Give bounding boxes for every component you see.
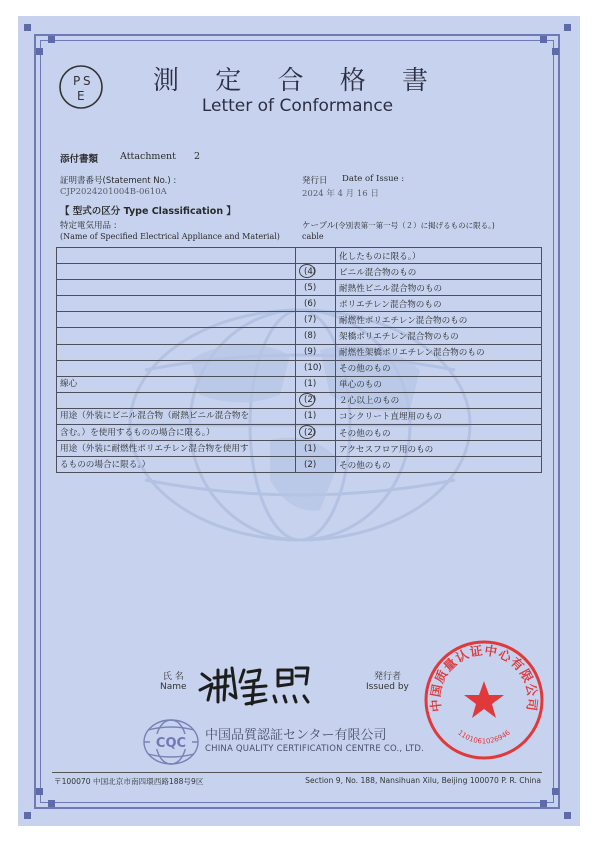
- row-number: [296, 280, 336, 296]
- table-row: [57, 392, 542, 408]
- row-description: 化したものに限る。）: [336, 248, 542, 264]
- row-number: [296, 296, 336, 312]
- row-category: [57, 312, 296, 328]
- row-number-text: (5): [304, 282, 317, 293]
- row-description: 耐燃性ポリエチレン混合物のもの: [336, 312, 542, 328]
- row-number: [296, 264, 336, 280]
- row-number: [296, 408, 336, 424]
- corner-mark: [552, 48, 559, 55]
- row-number: [296, 248, 336, 264]
- row-description: ビニル混合物のもの: [336, 264, 542, 280]
- svg-text:S: S: [83, 74, 91, 88]
- row-number: [296, 392, 336, 408]
- table-row: [57, 248, 542, 264]
- corner-mark: [24, 24, 31, 31]
- selected-circle-mark: [299, 264, 315, 278]
- table-row: [57, 280, 542, 296]
- table-row: [57, 296, 542, 312]
- row-category: [57, 296, 296, 312]
- name-label-en: Name: [160, 682, 187, 692]
- row-number-text: (2): [304, 459, 317, 470]
- row-number-text: (9): [304, 347, 317, 358]
- row-description: アクセスフロア用のもの: [336, 441, 542, 457]
- row-number: [296, 312, 336, 328]
- appliance-value-en: cable: [302, 232, 324, 241]
- document-title-jp: 測 定 合 格 書: [152, 66, 443, 96]
- row-description: 単心のもの: [336, 376, 542, 392]
- corner-mark: [540, 800, 547, 807]
- row-number-text: (10): [304, 363, 322, 374]
- attachment-number: 2: [194, 151, 201, 162]
- appliance-label: 特定電気用品 :: [60, 221, 117, 231]
- row-number-text: (2): [304, 395, 317, 406]
- official-seal: [421, 637, 547, 763]
- footer-divider: [52, 772, 542, 773]
- row-category: [57, 280, 296, 296]
- row-category: 線心: [57, 376, 296, 392]
- table-row: [57, 328, 542, 344]
- row-number-text: (2): [304, 427, 317, 438]
- document-title-en: Letter of Conformance: [201, 96, 394, 116]
- issue-date-label-en: Date of Issue :: [342, 174, 405, 184]
- statement-label: 証明書番号(Statement No.) :: [60, 176, 177, 186]
- row-description: ポリエチレン混合物のもの: [336, 296, 542, 312]
- row-category: [57, 392, 296, 408]
- row-category: [57, 344, 296, 360]
- row-number-text: (6): [304, 298, 317, 309]
- row-category: るものの場合に限る。）: [57, 457, 296, 473]
- row-category: 用途（外装にビニル混合物（耐熱ビニル混合物を: [57, 408, 296, 424]
- appliance-value: [302, 219, 495, 231]
- row-number-text: (4): [304, 266, 317, 277]
- corner-mark: [564, 812, 571, 819]
- table-row: [57, 457, 542, 473]
- row-number-text: (1): [304, 379, 317, 390]
- row-description: その他のもの: [336, 360, 542, 376]
- row-description: コンクリート直埋用のもの: [336, 408, 542, 424]
- table-row: [57, 408, 542, 424]
- table-row: [57, 312, 542, 328]
- table-row: [57, 264, 542, 280]
- row-description: 耐燃性架橋ポリエチレン混合物のもの: [336, 344, 542, 360]
- svg-text:中国质量认证中心有限公司: 中国质量认证中心有限公司: [427, 642, 541, 713]
- row-number: [296, 360, 336, 376]
- row-number: [296, 457, 336, 473]
- row-number-text: (7): [304, 314, 317, 325]
- cqc-logo-icon: [142, 717, 200, 767]
- row-number: [296, 425, 336, 441]
- row-description: その他のもの: [336, 425, 542, 441]
- handwritten-signature: [196, 660, 316, 708]
- name-label-jp: 氏 名: [162, 672, 184, 682]
- svg-text:P: P: [73, 74, 81, 88]
- appliance-label-en: (Name of Specified Electrical Appliance and Material): [60, 232, 280, 241]
- row-category: [57, 328, 296, 344]
- row-category: 含む。）を使用するものの場合に限る。）: [57, 425, 296, 441]
- row-number: [296, 376, 336, 392]
- row-description: ２心以上のもの: [336, 392, 542, 408]
- statement-number: CJP2024201004B-0610A: [60, 187, 167, 197]
- row-number: [296, 328, 336, 344]
- attachment-label: 添付書類: [60, 154, 99, 165]
- table-row: [57, 344, 542, 360]
- row-category: [57, 248, 296, 264]
- selected-circle-mark: [299, 425, 315, 439]
- type-classification-heading: 【 型式の区分 Type Classification 】: [60, 206, 236, 217]
- row-description: 架橋ポリエチレン混合物のもの: [336, 328, 542, 344]
- organization-name-jp: 中国品質認証センター有限公司: [205, 728, 387, 743]
- row-number: [296, 441, 336, 457]
- issued-by-label-en: Issued by: [366, 682, 409, 692]
- issued-by-label: [366, 672, 409, 692]
- appliance-name: ケーブル: [302, 221, 336, 231]
- attachment-label-en: Attachment: [120, 151, 176, 162]
- footer-address-en: Section 9, No. 188, Nansihuan Xilu, Beijing 100070 P. R. China: [305, 776, 541, 785]
- corner-mark: [36, 788, 43, 795]
- selected-circle-mark: [299, 393, 315, 407]
- corner-mark: [552, 788, 559, 795]
- corner-mark: [48, 36, 55, 43]
- corner-mark: [564, 24, 571, 31]
- row-description: 耐熱性ビニル混合物のもの: [336, 280, 542, 296]
- row-number-text: (1): [304, 411, 317, 422]
- svg-text:1101061026946: 1101061026946: [456, 728, 512, 746]
- organization-name-en: CHINA QUALITY CERTIFICATION CENTRE CO., LTD.: [205, 744, 425, 754]
- svg-text:CQC: CQC: [155, 736, 187, 751]
- corner-mark: [24, 812, 31, 819]
- classification-table: [56, 247, 542, 473]
- row-category: 用途（外装に耐燃性ポリエチレン混合物を使用す: [57, 441, 296, 457]
- table-row: [57, 425, 542, 441]
- table-row: [57, 360, 542, 376]
- row-category: [57, 360, 296, 376]
- row-number-text: (8): [304, 331, 317, 342]
- table-row: [57, 441, 542, 457]
- svg-text:E: E: [77, 89, 85, 103]
- issue-date-value: 2024 年 4 月 16 日: [302, 189, 379, 199]
- corner-mark: [540, 36, 547, 43]
- issue-date-label: 発行日: [302, 176, 328, 186]
- table-row: [57, 376, 542, 392]
- corner-mark: [36, 48, 43, 55]
- row-number: [296, 344, 336, 360]
- corner-mark: [48, 800, 55, 807]
- footer-address-cn: 〒100070 中国北京市南四環西路188号9区: [54, 777, 204, 786]
- name-label: [160, 672, 187, 692]
- appliance-note: (令別表第一第一号（２）に掲げるものに限る。): [335, 221, 495, 230]
- issued-by-label-jp: 発行者: [373, 672, 401, 682]
- row-number-text: (1): [304, 443, 317, 454]
- row-description: その他のもの: [336, 457, 542, 473]
- row-category: [57, 264, 296, 280]
